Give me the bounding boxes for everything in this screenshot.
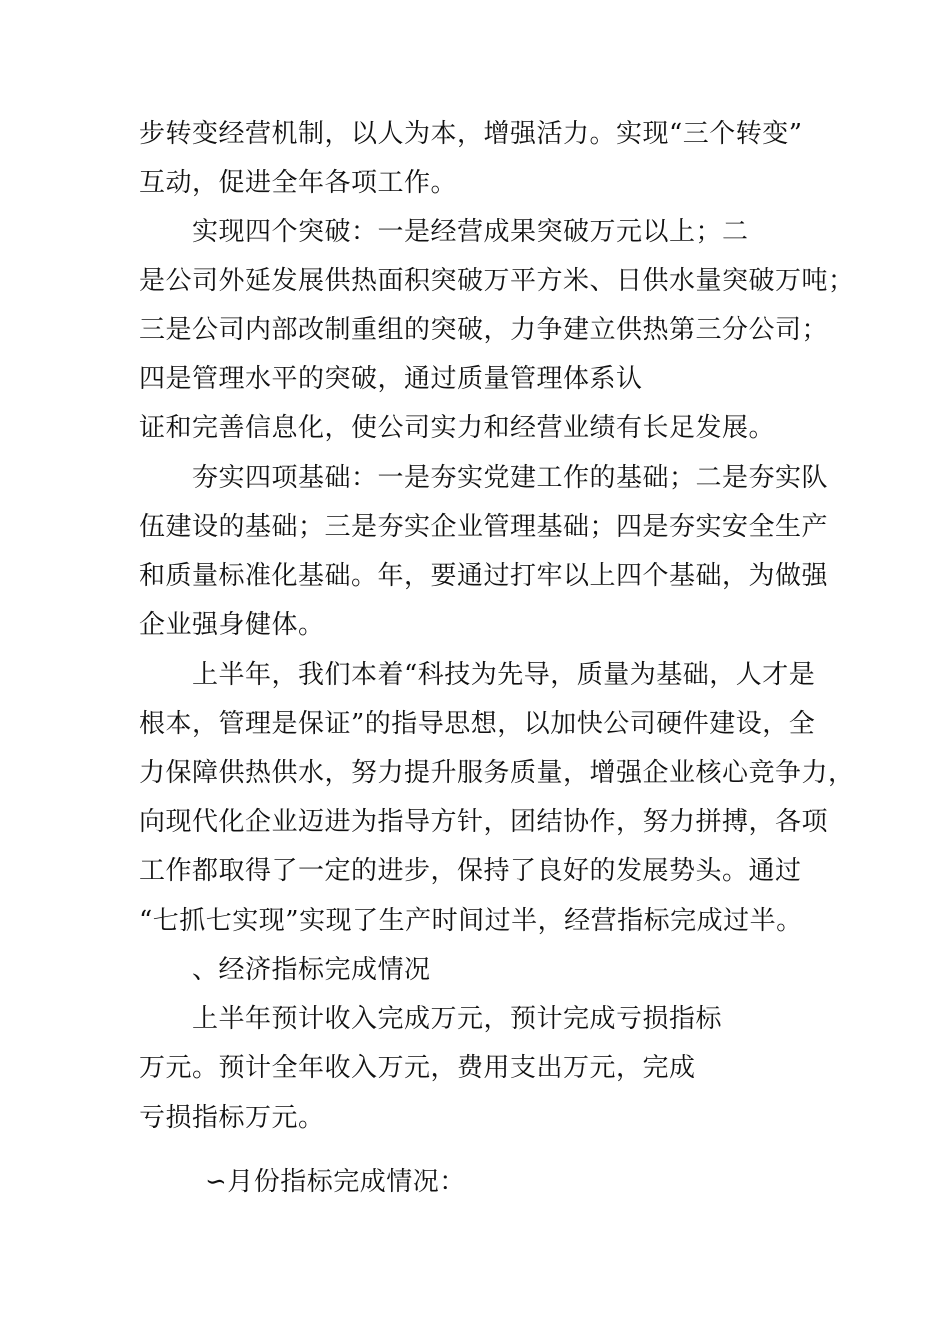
text-line: 企业强身健体。 (139, 610, 325, 640)
text-line: 力保障供热供水，努力提升服务质量，增强企业核心竞争力， (139, 758, 855, 788)
paragraph-breakthroughs-start: 实现四个突破：一是经营成果突破万元以上；二 (192, 217, 749, 247)
text-line: 亏损指标万元。 (139, 1103, 325, 1133)
text-line: 工作都取得了一定的进步，保持了良好的发展势头。通过 (139, 856, 802, 886)
text-line: 三是公司内部改制重组的突破，力争建立供热第三分公司； (139, 315, 829, 345)
text-line: 伍建设的基础；三是夯实企业管理基础；四是夯实安全生产 (139, 512, 829, 542)
paragraph-foundations-start: 夯实四项基础：一是夯实党建工作的基础；二是夯实队 (192, 463, 829, 493)
text-line: 万元。预计全年收入万元，费用支出万元，完成 (139, 1053, 696, 1083)
text-line: 证和完善信息化，使公司实力和经营业绩有长足发展。 (139, 413, 776, 443)
subsection-heading: ∽月份指标完成情况： (205, 1167, 466, 1197)
text-line: 根本，管理是保证”的指导思想，以加快公司硬件建设，全 (139, 709, 816, 739)
paragraph-first-half-start: 上半年，我们本着“科技为先导，质量为基础，人才是 (192, 660, 816, 690)
text-line: “七抓七实现”实现了生产时间过半，经营指标完成过半。 (139, 906, 803, 936)
text-line: 和质量标准化基础。年，要通过打牢以上四个基础，为做强 (139, 561, 829, 591)
paragraph-revenue-start: 上半年预计收入完成万元，预计完成亏损指标 (192, 1004, 723, 1034)
section-heading: 、经济指标完成情况 (192, 955, 431, 985)
text-line: 是公司外延发展供热面积突破万平方米、日供水量突破万吨； (139, 266, 855, 296)
text-line: 步转变经营机制，以人为本，增强活力。实现“三个转变” (139, 119, 803, 149)
text-line: 互动，促进全年各项工作。 (139, 168, 458, 198)
text-line: 向现代化企业迈进为指导方针，团结协作，努力拼搏，各项 (139, 807, 829, 837)
text-line: 四是管理水平的突破，通过质量管理体系认 (139, 364, 643, 394)
